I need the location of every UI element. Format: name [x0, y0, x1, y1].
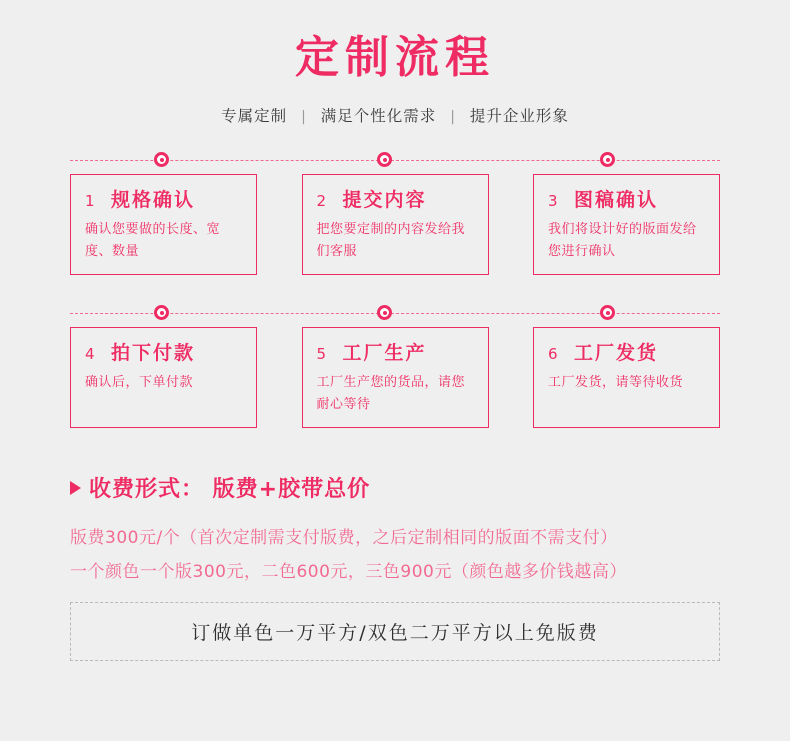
step-number: 5: [316, 345, 327, 364]
page-title: 定制流程: [295, 32, 495, 83]
subtitle-part-1: 专属定制: [221, 107, 288, 126]
step-title: 规格确认: [111, 189, 196, 212]
step-cards: [70, 313, 720, 428]
timeline-node-icon: [154, 152, 169, 167]
timeline-nodes: [70, 152, 720, 168]
page-subtitle: [0, 104, 790, 126]
step-description: 把您要定制的内容发给我们客服: [316, 222, 466, 259]
timeline-node-icon: [377, 152, 392, 167]
step-description: 确认您要做的长度、宽度、数量: [85, 222, 221, 259]
step-card: [302, 327, 489, 428]
step-card: [533, 327, 720, 428]
step-description: 工厂生产您的货品，请您耐心等待: [316, 375, 466, 412]
subtitle-separator-2: |: [450, 109, 456, 126]
step-cards: [70, 160, 720, 275]
timeline-node-icon: [377, 305, 392, 320]
step-card: [533, 174, 720, 275]
step-card-head: [317, 338, 474, 365]
fee-heading-label: 收费形式： 版费+胶带总价: [89, 477, 371, 503]
step-description: 确认后，下单付款: [85, 375, 194, 391]
fee-note-box: 订做单色一万平方/双色二万平方以上免版费: [70, 602, 720, 661]
steps-row-1: [70, 160, 720, 275]
fee-heading: [70, 472, 720, 503]
triangle-bullet-icon: [70, 481, 81, 495]
step-number: 4: [85, 345, 95, 364]
step-card-head: [85, 185, 242, 212]
step-title: 工厂生产: [342, 342, 427, 365]
steps-block: [0, 160, 790, 428]
subtitle-part-3: 提升企业形象: [469, 107, 569, 126]
step-number: 3: [548, 192, 558, 211]
timeline-node-icon: [600, 305, 615, 320]
step-card-head: [85, 338, 242, 365]
subtitle-separator-1: |: [301, 109, 307, 126]
step-card-head: [317, 185, 474, 212]
step-card: [70, 174, 257, 275]
fee-line-1: 版费300元/个（首次定制需支付版费，之后定制相同的版面不需支付）: [70, 528, 618, 549]
fee-line-2: 一个颜色一个版300元，二色600元，三色900元（颜色越多价钱越高）: [70, 562, 627, 583]
timeline-node-icon: [600, 152, 615, 167]
step-description: 工厂发货，请等待收货: [548, 375, 684, 391]
fee-section: [70, 472, 720, 661]
step-card-head: [548, 338, 705, 365]
step-card: [70, 327, 257, 428]
step-number: 6: [548, 345, 558, 364]
subtitle-part-2: 满足个性化需求: [320, 107, 437, 126]
step-number: 2: [316, 192, 327, 211]
timeline-node-icon: [154, 305, 169, 320]
step-number: 1: [85, 192, 95, 211]
step-title: 拍下付款: [111, 342, 196, 365]
timeline-nodes: [70, 305, 720, 321]
step-title: 提交内容: [342, 189, 427, 212]
step-description: 我们将设计好的版面发给您进行确认: [548, 222, 697, 259]
step-title: 图稿确认: [574, 189, 659, 212]
step-card: [302, 174, 489, 275]
step-card-head: [548, 185, 705, 212]
step-title: 工厂发货: [574, 342, 659, 365]
steps-row-2: [70, 313, 720, 428]
